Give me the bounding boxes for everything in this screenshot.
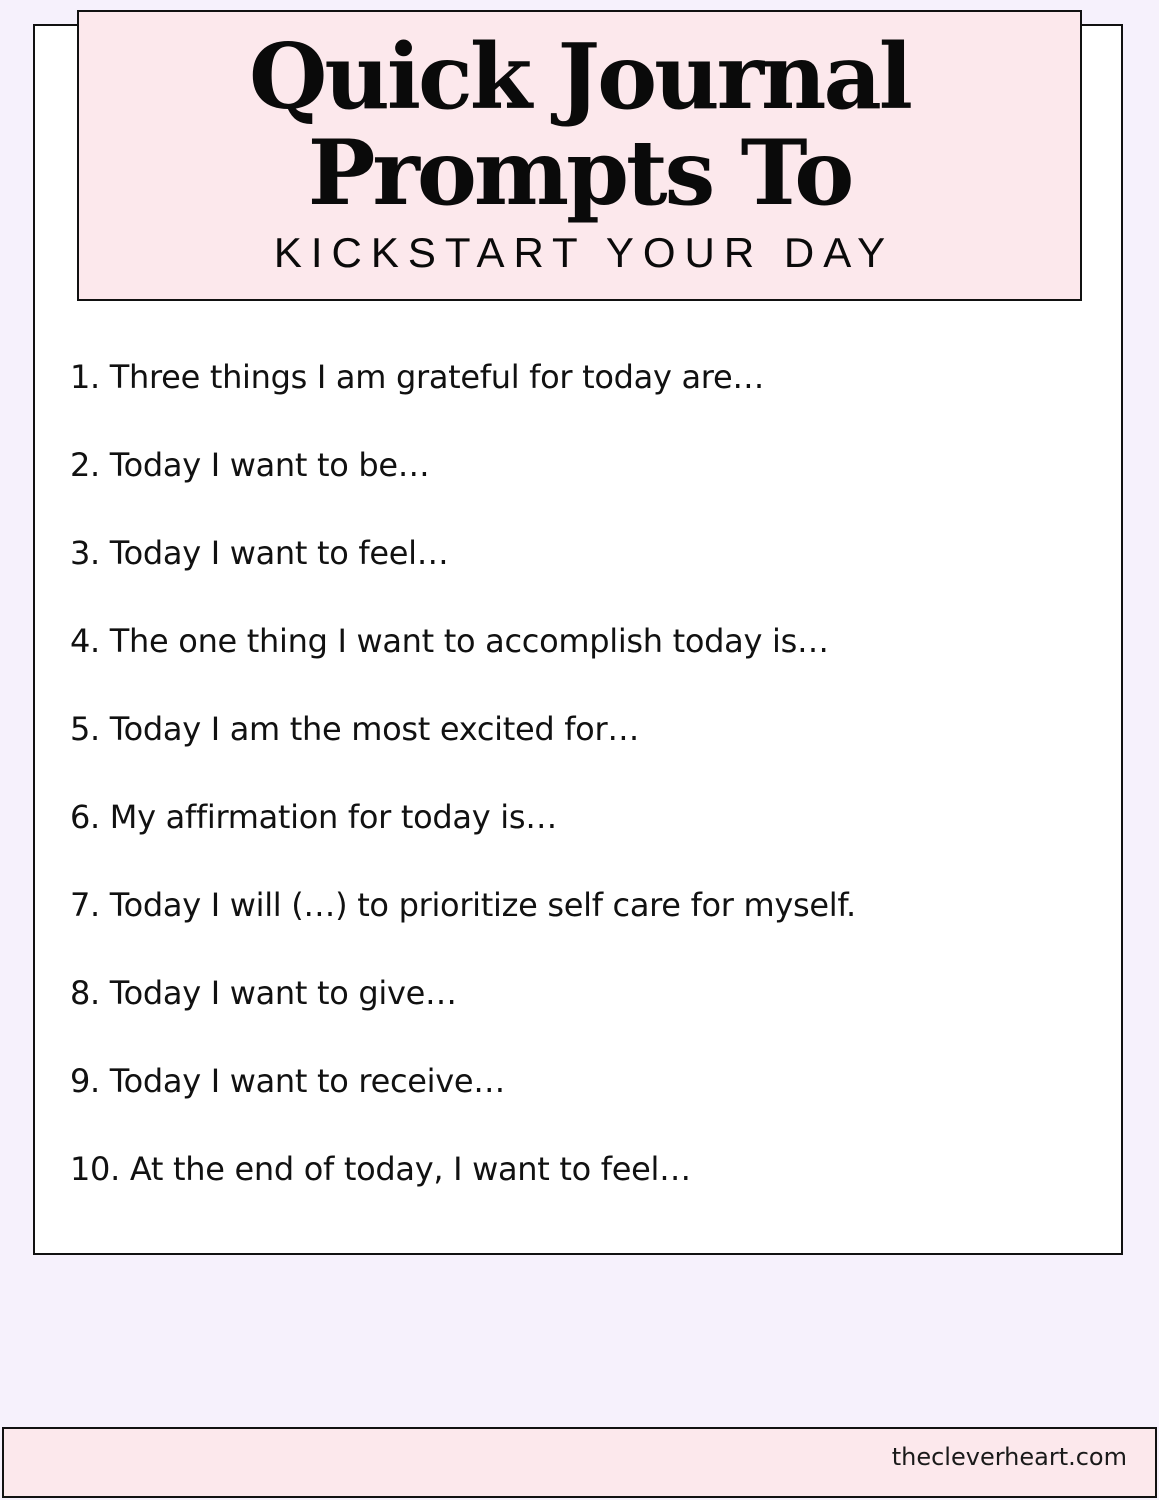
prompt-item-5: 5. Today I am the most excited for… <box>70 710 640 748</box>
prompt-item-3: 3. Today I want to feel… <box>70 534 449 572</box>
footer-bar <box>2 1427 1157 1498</box>
prompt-item-2: 2. Today I want to be… <box>70 446 430 484</box>
prompt-item-4: 4. The one thing I want to accomplish today is… <box>70 622 829 660</box>
prompt-item-10: 10. At the end of today, I want to feel… <box>70 1150 691 1188</box>
page-title-line-2: Prompts To <box>307 120 852 226</box>
page-subtitle: KICKSTART YOUR DAY <box>273 229 895 276</box>
prompt-item-1: 1. Three things I am grateful for today are… <box>70 358 765 396</box>
prompt-item-9: 9. Today I want to receive… <box>70 1062 505 1100</box>
prompt-item-8: 8. Today I want to give… <box>70 974 457 1012</box>
prompt-item-7: 7. Today I will (…) to prioritize self care for myself. <box>70 886 856 924</box>
footer-website-link[interactable]: thecleverheart.com <box>891 1443 1127 1471</box>
prompt-item-6: 6. My affirmation for today is… <box>70 798 557 836</box>
title-banner <box>77 10 1082 301</box>
page-title-line-1: Quick Journal <box>249 24 910 130</box>
prompt-list <box>70 355 856 1235</box>
